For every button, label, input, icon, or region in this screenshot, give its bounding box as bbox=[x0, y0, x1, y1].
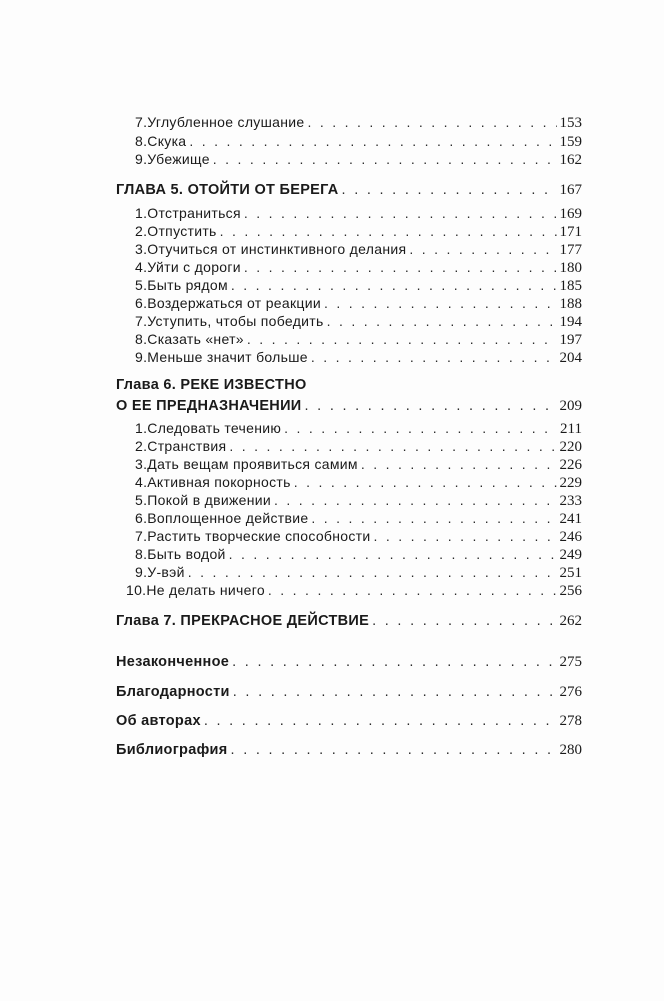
entry-title: Быть водой bbox=[147, 546, 226, 562]
entry-title: Меньше значит больше bbox=[147, 349, 308, 365]
dot-leader bbox=[231, 275, 557, 295]
toc-entry bbox=[116, 239, 582, 259]
entry-title: Активная покорность bbox=[147, 474, 291, 490]
entry-page-number: 177 bbox=[559, 242, 582, 258]
dot-leader bbox=[213, 149, 557, 169]
entry-number: 8. bbox=[135, 331, 148, 347]
back-matter-title: Незаконченное bbox=[116, 654, 230, 670]
entry-page-number: 180 bbox=[559, 260, 582, 276]
entry-number: 3. bbox=[135, 241, 148, 257]
chapter-page-number: 209 bbox=[559, 398, 582, 414]
entry-number: 7. bbox=[135, 114, 148, 130]
entry-title: Следовать течению bbox=[147, 420, 282, 436]
entry-title: Скука bbox=[147, 133, 187, 149]
chapter-title: ГЛАВА 5. ОТОЙТИ ОТ БЕРЕГА bbox=[116, 182, 339, 198]
dot-leader bbox=[294, 472, 557, 492]
entry-page-number: 159 bbox=[559, 134, 582, 150]
toc-entry bbox=[116, 275, 582, 295]
entry-title: Воплощенное действие bbox=[147, 510, 309, 526]
back-matter-page-number: 275 bbox=[559, 654, 582, 670]
entry-title: Отстраниться bbox=[147, 205, 241, 221]
toc-entry bbox=[116, 112, 582, 132]
dot-leader bbox=[268, 580, 557, 600]
back-matter-title: Об авторах bbox=[116, 713, 201, 729]
entry-page-number: 229 bbox=[559, 475, 582, 491]
dot-leader bbox=[284, 418, 557, 438]
dot-leader bbox=[220, 221, 557, 241]
entry-title: Быть рядом bbox=[147, 277, 228, 293]
toc-entry bbox=[116, 490, 582, 510]
entry-title: Дать вещам проявиться самим bbox=[147, 456, 358, 472]
entry-title: Убежище bbox=[147, 151, 210, 167]
entry-page-number: 241 bbox=[559, 511, 582, 527]
toc-entry bbox=[116, 311, 582, 331]
dot-leader bbox=[327, 311, 557, 331]
entry-number: 7. bbox=[135, 528, 148, 544]
entry-title: Сказать «нет» bbox=[147, 331, 244, 347]
back-matter-page-number: 276 bbox=[559, 684, 582, 700]
toc-entry bbox=[116, 293, 582, 313]
back-matter-entry bbox=[116, 682, 582, 702]
entry-number: 9. bbox=[135, 349, 148, 365]
toc-entry bbox=[116, 508, 582, 528]
dot-leader bbox=[244, 203, 557, 223]
entry-title: Отпустить bbox=[147, 223, 217, 239]
toc-entry bbox=[116, 131, 582, 151]
dot-leader bbox=[324, 293, 557, 313]
dot-leader bbox=[274, 490, 557, 510]
entry-page-number: 188 bbox=[559, 296, 582, 312]
entry-title: Уступить, чтобы победить bbox=[147, 313, 324, 329]
entry-page-number: 162 bbox=[559, 152, 582, 168]
entry-page-number: 249 bbox=[559, 547, 582, 563]
entry-title: Странствия bbox=[147, 438, 227, 454]
toc-entry bbox=[116, 221, 582, 241]
entry-page-number: 251 bbox=[559, 565, 582, 581]
dot-leader bbox=[342, 180, 557, 200]
dot-leader bbox=[204, 711, 557, 731]
dot-leader bbox=[307, 112, 556, 132]
dot-leader bbox=[374, 526, 557, 546]
entry-number: 10. bbox=[126, 582, 147, 598]
back-matter-title: Благодарности bbox=[116, 684, 230, 700]
dot-leader bbox=[229, 436, 556, 456]
back-matter-entry bbox=[116, 652, 582, 672]
chapter-page-number: 167 bbox=[559, 182, 582, 198]
toc-entry bbox=[116, 203, 582, 223]
back-matter-page-number: 278 bbox=[559, 713, 582, 729]
dot-leader bbox=[189, 131, 556, 151]
entry-number: 2. bbox=[135, 438, 148, 454]
entry-number: 9. bbox=[135, 151, 148, 167]
entry-page-number: 185 bbox=[559, 278, 582, 294]
entry-number: 5. bbox=[135, 277, 148, 293]
entry-title: У-вэй bbox=[147, 564, 185, 580]
dot-leader bbox=[305, 396, 557, 416]
entry-page-number: 194 bbox=[559, 314, 582, 330]
entry-number: 1. bbox=[135, 205, 148, 221]
back-matter-entry bbox=[116, 711, 582, 731]
entry-number: 4. bbox=[135, 474, 148, 490]
dot-leader bbox=[409, 239, 556, 259]
entry-number: 5. bbox=[135, 492, 148, 508]
entry-page-number: 171 bbox=[559, 224, 582, 240]
toc-entry bbox=[116, 329, 582, 349]
chapter-title: Глава 7. ПРЕКРАСНОЕ ДЕЙСТВИЕ bbox=[116, 613, 370, 629]
entry-number: 8. bbox=[135, 546, 148, 562]
dot-leader bbox=[232, 652, 556, 672]
entry-number: 2. bbox=[135, 223, 148, 239]
toc-entry bbox=[116, 562, 582, 582]
toc-entry bbox=[116, 436, 582, 456]
back-matter-entry bbox=[116, 740, 582, 760]
entry-title: Растить творческие способности bbox=[147, 528, 371, 544]
entry-page-number: 220 bbox=[559, 439, 582, 455]
toc-entry bbox=[116, 149, 582, 169]
dot-leader bbox=[311, 508, 556, 528]
dot-leader bbox=[361, 454, 557, 474]
entry-number: 1. bbox=[135, 420, 148, 436]
dot-leader bbox=[188, 562, 557, 582]
entry-page-number: 211 bbox=[560, 421, 582, 437]
toc-entry bbox=[116, 418, 582, 438]
entry-page-number: 233 bbox=[559, 493, 582, 509]
toc-entry bbox=[116, 347, 582, 367]
entry-title: Покой в движении bbox=[147, 492, 271, 508]
dot-leader bbox=[244, 257, 557, 277]
entry-title: Уйти с дороги bbox=[147, 259, 241, 275]
entry-page-number: 153 bbox=[559, 115, 582, 131]
chapter-page-number: 262 bbox=[559, 613, 582, 629]
entry-number: 9. bbox=[135, 564, 148, 580]
entry-number: 6. bbox=[135, 295, 148, 311]
entry-title: Не делать ничего bbox=[146, 582, 265, 598]
back-matter-title: Библиография bbox=[116, 742, 228, 758]
toc-entry bbox=[116, 580, 582, 600]
dot-leader bbox=[311, 347, 557, 367]
chapter-heading bbox=[116, 611, 582, 631]
dot-leader bbox=[231, 740, 557, 760]
toc-entry bbox=[116, 454, 582, 474]
chapter-heading bbox=[116, 396, 582, 416]
entry-number: 8. bbox=[135, 133, 148, 149]
entry-title: Воздержаться от реакции bbox=[147, 295, 321, 311]
entry-page-number: 246 bbox=[559, 529, 582, 545]
entry-page-number: 169 bbox=[559, 206, 582, 222]
entry-number: 7. bbox=[135, 313, 148, 329]
back-matter-page-number: 280 bbox=[559, 742, 582, 758]
entry-title: Отучиться от инстинктивного делания bbox=[147, 241, 407, 257]
toc-entry bbox=[116, 257, 582, 277]
toc-entry bbox=[116, 472, 582, 492]
entry-page-number: 197 bbox=[559, 332, 582, 348]
entry-number: 6. bbox=[135, 510, 148, 526]
toc-entry bbox=[116, 544, 582, 564]
entry-page-number: 256 bbox=[559, 583, 582, 599]
toc-entry bbox=[116, 526, 582, 546]
dot-leader bbox=[233, 682, 557, 702]
dot-leader bbox=[247, 329, 557, 349]
entry-number: 3. bbox=[135, 456, 148, 472]
chapter-heading bbox=[116, 180, 582, 200]
chapter-heading-line1: Глава 6. РЕКЕ ИЗВЕСТНО bbox=[116, 377, 307, 393]
entry-page-number: 204 bbox=[559, 350, 582, 366]
dot-leader bbox=[372, 611, 556, 631]
dot-leader bbox=[229, 544, 557, 564]
entry-page-number: 226 bbox=[559, 457, 582, 473]
entry-title: Углубленное слушание bbox=[147, 114, 305, 130]
chapter-title: О ЕЕ ПРЕДНАЗНАЧЕНИИ bbox=[116, 398, 302, 414]
entry-number: 4. bbox=[135, 259, 148, 275]
